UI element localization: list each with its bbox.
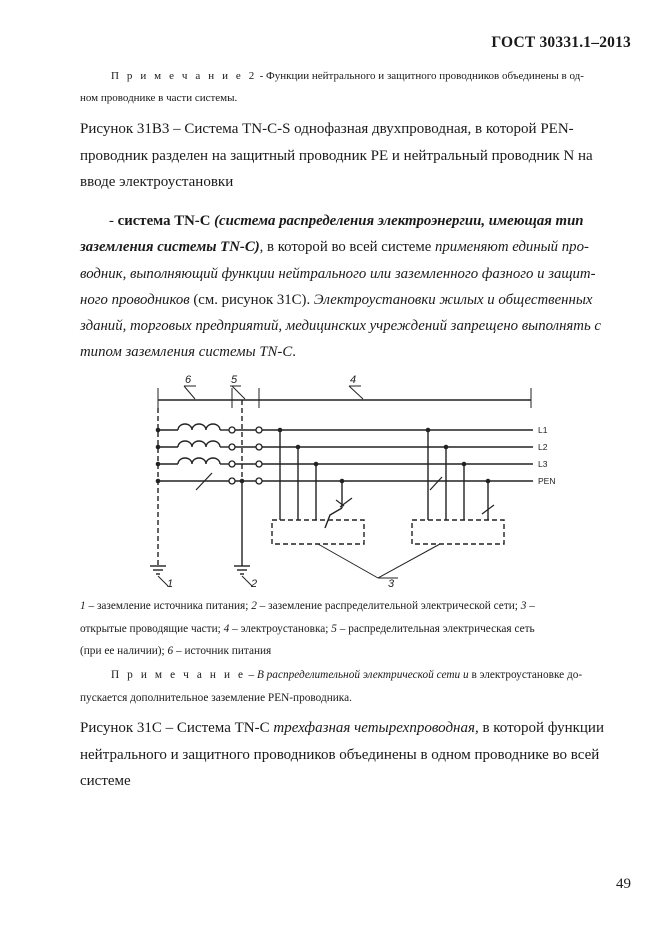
figure-legend bbox=[80, 595, 630, 663]
definition-paren-2: заземления системы TN-C) bbox=[80, 239, 260, 256]
caption-31c-line2: нейтрального и защитного проводников объединены в одном проводнике во всей bbox=[80, 746, 600, 763]
callout-2: 2 bbox=[251, 578, 258, 590]
legend-t2: – заземление распределительной электрической сети; bbox=[256, 600, 521, 612]
legend-t5: – распределительная электрическая сеть bbox=[336, 622, 535, 635]
definition-dash: - bbox=[109, 213, 118, 229]
definition-it-2: водник, выполняющий функции нейтрального или заземленного фазного и защит- bbox=[80, 265, 596, 282]
definition-term: система TN-C bbox=[117, 213, 211, 229]
definition-comma: , в которой во всей системе bbox=[259, 239, 435, 256]
page-number: 49 bbox=[616, 876, 631, 892]
legend-n1: 1 bbox=[80, 600, 86, 612]
callout-4: 4 bbox=[350, 374, 357, 386]
definition-it-3: ного проводников bbox=[80, 291, 190, 308]
note-b-dash: – bbox=[245, 669, 257, 681]
legend-t6: – источник питания bbox=[173, 645, 272, 657]
conductor-label-l1: L1 bbox=[538, 425, 548, 435]
legend-t3: – bbox=[526, 600, 535, 612]
definition-it-5: зданий, торговых предприятий, медицинских учреждений запрещено выполнять с bbox=[80, 318, 601, 335]
note-b-label: П р и м е ч а н и е bbox=[111, 669, 246, 681]
legend-n4: 4 bbox=[223, 622, 230, 635]
legend-n3: 3 bbox=[520, 600, 527, 612]
legend-n6: 6 bbox=[167, 645, 174, 657]
caption-31b3-line1: Рисунок 31В3 – Система TN-C-S однофазная двухпроводная, в которой PEN- bbox=[80, 121, 574, 137]
conductor-label-l2: L2 bbox=[538, 442, 548, 452]
callout-3: 3 bbox=[388, 578, 395, 590]
caption-31c-b: , в которой функции bbox=[474, 720, 604, 736]
caption-31c bbox=[80, 715, 630, 795]
legend-line2a: открытые проводящие части; bbox=[80, 622, 224, 635]
legend-t4: – электроустановка; bbox=[229, 622, 332, 635]
definition-it-1: применяют единый про- bbox=[435, 239, 589, 256]
legend-line3a: (при ее наличии); bbox=[80, 645, 168, 657]
definition-it-4: Электроустановки жилых и общественных bbox=[313, 291, 593, 308]
caption-31b3-line2: проводник разделен на защитный проводник PE и нейтральный проводник N на bbox=[80, 147, 593, 164]
note-2-text-line1: - Функции нейтрального и защитного проводников объединены в од- bbox=[256, 70, 584, 82]
legend-n5: 5 bbox=[331, 622, 337, 635]
caption-31b3-line3: вводе электроустановки bbox=[80, 174, 234, 190]
definition-it-6: типом заземления системы TN-C bbox=[80, 344, 293, 361]
callout-6: 6 bbox=[185, 374, 192, 386]
note-b bbox=[80, 664, 630, 709]
caption-31c-italic: трехфазная четырехпроводная bbox=[273, 720, 475, 736]
definition-end: . bbox=[292, 344, 296, 361]
note-2-text-line2: ном проводнике в части системы. bbox=[80, 91, 238, 104]
legend-t1: – заземление источника питания; bbox=[85, 600, 252, 612]
note-b-rest: в электроустановке до- bbox=[468, 669, 583, 681]
definition-ref: (см. рисунок 31С). bbox=[189, 291, 314, 308]
note-b-line2: пускается дополнительное заземление PEN-проводника. bbox=[80, 691, 352, 704]
conductor-label-pen: PEN bbox=[538, 476, 556, 486]
caption-31c-a: Рисунок 31С – Система TN-C bbox=[80, 720, 274, 736]
page-header-standard: ГОСТ 30331.1–2013 bbox=[491, 34, 631, 51]
callout-5: 5 bbox=[231, 374, 238, 386]
caption-31c-line3: системе bbox=[80, 773, 131, 789]
conductor-label-l3: L3 bbox=[538, 459, 548, 469]
note-2-label: П р и м е ч а н и е 2 bbox=[111, 70, 257, 82]
note-b-italic: В распределительной электрической сети и bbox=[256, 669, 469, 681]
legend-n2: 2 bbox=[251, 600, 257, 612]
definition-paren-1: (система распределения электроэнергии, имеющая тип bbox=[210, 213, 584, 229]
callout-1: 1 bbox=[167, 578, 174, 590]
